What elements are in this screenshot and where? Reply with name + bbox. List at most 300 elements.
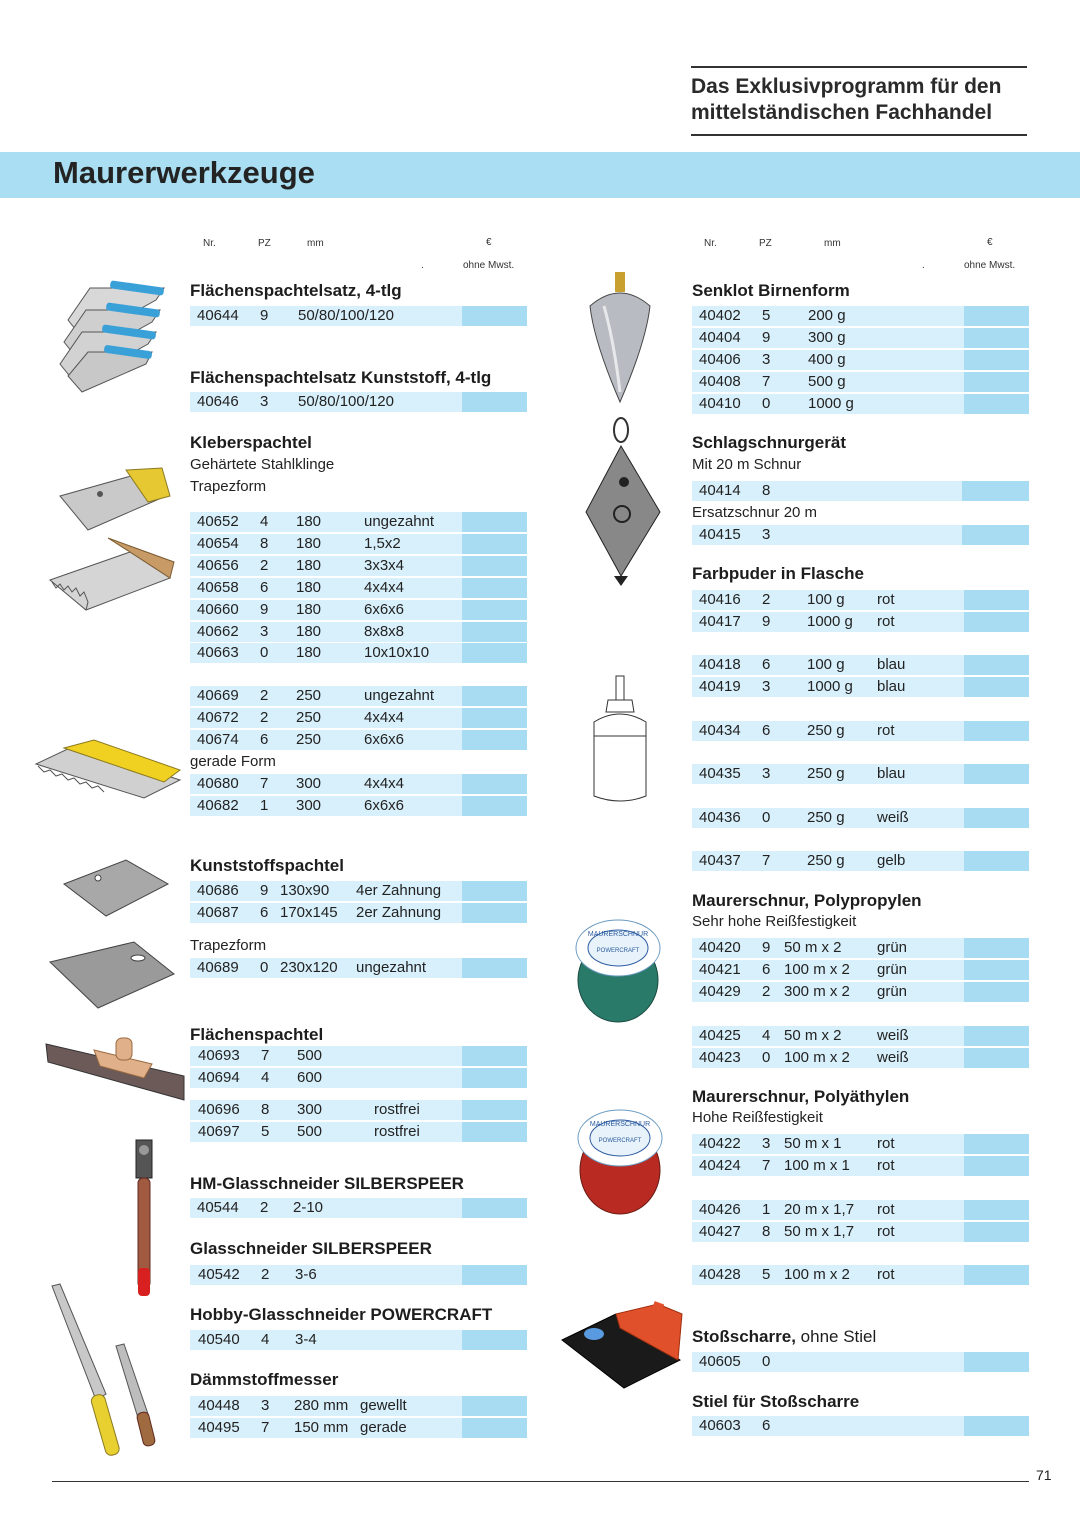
pz-digit: 3 [260,623,269,640]
table-row [692,1134,1029,1154]
pz-digit: 2 [261,1266,270,1283]
pz-digit: 6 [260,579,269,596]
spec: rot [877,1157,895,1174]
table-row [692,1026,1029,1046]
section-title: Flächenspachtelsatz, 4-tlg [190,281,402,300]
spec: rostfrei [374,1101,420,1118]
size: 500 g [808,373,846,390]
spec: 4x4x4 [364,579,405,596]
table-row [190,1330,527,1350]
pz-digit: 0 [260,644,269,661]
pz-digit: 9 [260,601,269,618]
price-cell [462,796,527,816]
title-thin: ohne Stiel [795,1327,877,1346]
table-row [190,1396,527,1416]
pz-digit: 9 [260,882,269,899]
pz-digit: 0 [762,809,771,826]
notched-trowel-illustration [50,532,175,612]
size: 180 [296,644,322,661]
table-row [692,1200,1029,1220]
price-cell [962,481,1029,501]
spec: blau [877,678,906,695]
article-number: 40689 [197,959,239,976]
pz-digit: 1 [260,797,269,814]
article-number: 40672 [197,709,239,726]
article-number: 40418 [699,656,741,673]
size: 50 m x 2 [784,939,842,956]
spec: 6x6x6 [364,731,405,748]
article-number: 40426 [699,1201,741,1218]
size: 20 m x 1,7 [784,1201,855,1218]
price-cell [964,982,1029,1002]
table-row [190,1265,527,1285]
article-number: 40427 [699,1223,741,1240]
size: 100 m x 2 [784,1049,850,1066]
pz-digit: 5 [261,1123,270,1140]
size: 250 [296,687,322,704]
price-cell [964,372,1029,392]
size: 50 m x 1 [784,1135,842,1152]
table-row [190,1418,527,1438]
price-cell [964,1222,1029,1242]
table-row [692,808,1029,828]
scraper-illustration [560,1300,686,1390]
size: 2-10 [293,1199,324,1216]
price-cell [964,808,1029,828]
pz-digit: 9 [762,939,771,956]
section-subtitle: gerade Form [190,753,276,770]
pz-digit: 9 [762,613,771,630]
price-cell [964,1200,1029,1220]
table-row [692,982,1029,1002]
article-number: 40421 [699,961,741,978]
col-mm: mm [307,238,324,249]
price-cell [962,525,1029,545]
table-row [692,350,1029,370]
pz-digit: 8 [762,1223,771,1240]
article-number: 40662 [197,623,239,640]
spec: rot [877,1135,895,1152]
pz-digit: 6 [260,904,269,921]
article-number: 40402 [699,307,741,324]
article-number: 40425 [699,1027,741,1044]
table-row [692,1048,1029,1068]
size: 300 [296,775,322,792]
article-number: 40404 [699,329,741,346]
size: 100 m x 2 [784,961,850,978]
table-row [692,677,1029,697]
spec: grün [877,983,908,1000]
price-cell [462,903,527,923]
pz-digit: 3 [762,765,771,782]
price-cell [964,306,1029,326]
article-number: 40686 [197,882,239,899]
size: 50 m x 2 [784,1027,842,1044]
powder-bottle-illustration [590,676,650,806]
table-row [190,534,527,554]
table-row [692,851,1029,871]
section-subtitle: Trapezform [190,478,267,495]
size: 250 g [807,722,845,739]
section-title: Farbpuder in Flasche [692,564,864,583]
spec: blau [877,765,906,782]
size: 150 mm [294,1419,349,1436]
article-number: 40663 [197,644,239,661]
col-dot: . [922,260,925,271]
price-cell [964,1352,1029,1372]
size: 180 [296,513,322,530]
size: 250 [296,731,322,748]
pz-digit: 6 [762,1417,771,1434]
spec: ungezahnt [356,959,427,976]
spec: 3x3x4 [364,557,405,574]
price-cell [964,612,1029,632]
section-title: Glasschneider SILBERSPEER [190,1239,432,1258]
table-row [692,1352,1029,1372]
wide-spatula-illustration [44,1036,184,1106]
article-number: 40696 [198,1101,240,1118]
pz-digit: 4 [261,1331,270,1348]
article-number: 40660 [197,601,239,618]
table-row [692,1156,1029,1176]
table-row [190,306,527,326]
size: 300 [296,797,322,814]
size: 180 [296,557,322,574]
spatula-set-illustration [60,280,170,390]
size: 180 [296,579,322,596]
pz-digit: 2 [260,709,269,726]
size: 100 m x 2 [784,1266,850,1283]
table-row [190,708,527,728]
pz-digit: 4 [762,1027,771,1044]
price-cell [462,1046,527,1066]
spec: rot [877,1266,895,1283]
price-cell [964,677,1029,697]
header-line-2: mittelständischen Fachhandel [691,101,993,124]
table-row [190,512,527,532]
header-line-1: Das Exklusivprogramm für den [691,75,1002,98]
price-cell [462,1330,527,1350]
table-row [692,612,1029,632]
spec: 10x10x10 [364,644,430,661]
glass-cutter-illustration [132,1140,158,1300]
spec: rot [877,1201,895,1218]
table-row [190,392,527,412]
table-row [692,525,1029,545]
pz-digit: 3 [762,351,771,368]
pz-digit: 3 [261,1397,270,1414]
spec: 4x4x4 [364,775,405,792]
size: 100 g [807,656,845,673]
price-cell [462,643,527,663]
price-cell [462,1068,527,1088]
pz-digit: 3 [762,1135,771,1152]
article-number: 40674 [197,731,239,748]
article-number: 40437 [699,852,741,869]
price-cell [462,708,527,728]
spec: 6x6x6 [364,601,405,618]
article-number: 40448 [198,1397,240,1414]
article-number: 40656 [197,557,239,574]
price-cell [964,1048,1029,1068]
article-number: 40680 [197,775,239,792]
article-number: 40420 [699,939,741,956]
table-row [190,1198,527,1218]
price-cell [462,686,527,706]
article-number: 40646 [197,393,239,410]
article-number: 40654 [197,535,239,552]
pz-digit: 7 [260,775,269,792]
table-row [190,958,527,978]
spec: rostfrei [374,1123,420,1140]
price-cell [964,960,1029,980]
table-row [190,903,527,923]
article-number: 40436 [699,809,741,826]
spec: ungezahnt [364,513,435,530]
article-number: 40428 [699,1266,741,1283]
table-row [190,796,527,816]
spec: 8x8x8 [364,623,405,640]
size: 50/80/100/120 [298,393,394,410]
article-number: 40408 [699,373,741,390]
spec: 1,5x2 [364,535,401,552]
price-cell [964,1416,1029,1436]
size: 250 [296,709,322,726]
pz-digit: 9 [260,307,269,324]
article-number: 40416 [699,591,741,608]
article-number: 40544 [197,1199,239,1216]
size: 180 [296,535,322,552]
size: 170x145 [280,904,338,921]
article-number: 40429 [699,983,741,1000]
article-number: 40415 [699,526,741,543]
price-cell [964,1156,1029,1176]
size: 400 g [808,351,846,368]
knife-illustration [50,1284,170,1464]
pz-digit: 2 [260,557,269,574]
pz-digit: 5 [762,307,771,324]
section-title: Senklot Birnenform [692,281,850,300]
price-cell [462,730,527,750]
table-row [692,1222,1029,1242]
pz-digit: 7 [261,1419,270,1436]
pz-digit: 7 [762,373,771,390]
chalk-line-illustration [584,416,664,588]
table-row [190,774,527,794]
price-cell [462,556,527,576]
price-cell [462,578,527,598]
size: 1000 g [807,678,853,695]
article-number: 40540 [198,1331,240,1348]
spec: 6x6x6 [364,797,405,814]
col-euro: € [987,237,993,248]
pz-digit: 6 [260,731,269,748]
size: 1000 g [807,613,853,630]
article-number: 40435 [699,765,741,782]
section-subtitle: Gehärtete Stahlklinge [190,456,335,473]
size: 250 g [807,765,845,782]
pz-digit: 3 [260,393,269,410]
pz-digit: 6 [762,656,771,673]
size: 100 g [807,591,845,608]
spec: grün [877,961,908,978]
pz-digit: 0 [260,959,269,976]
spec: rot [877,1223,895,1240]
price-cell [964,394,1029,414]
col-euro: € [486,237,492,248]
spool-brand: POWERCRAFT [598,1138,642,1144]
plastic-spatula-illustration [62,858,170,918]
price-cell [462,392,527,412]
article-number: 40419 [699,678,741,695]
price-cell [964,328,1029,348]
table-row [190,1068,527,1088]
col-dot: . [421,260,424,271]
section-subtitle: Mit 20 m Schnur [692,456,802,473]
price-cell [462,1122,527,1142]
article-number: 40605 [699,1353,741,1370]
pz-digit: 6 [762,722,771,739]
page-number: 71 [1036,1467,1052,1483]
size: 280 mm [294,1397,349,1414]
table-row [190,622,527,642]
article-number: 40414 [699,482,741,499]
table-row [692,764,1029,784]
spec: 2er Zahnung [356,904,442,921]
size: 500 [297,1047,323,1064]
section-title: Stiel für Stoßscharre [692,1392,860,1411]
pz-digit: 4 [260,513,269,530]
article-number: 40434 [699,722,741,739]
col-mm: mm [824,238,841,249]
page-title: Maurerwerkzeuge [53,155,315,190]
article-number: 40652 [197,513,239,530]
table-row [692,721,1029,741]
section-title: Dämmstoffmesser [190,1370,339,1389]
size: 130x90 [280,882,330,899]
pz-digit: 7 [261,1047,270,1064]
article-number: 40697 [198,1123,240,1140]
plumb-bob-illustration [584,272,656,404]
size: 1000 g [808,395,854,412]
header-box [691,66,1027,136]
price-cell [964,655,1029,675]
pz-digit: 6 [762,961,771,978]
table-row [692,590,1029,610]
kleberspachtel-illustration [58,466,170,536]
pz-digit: 3 [762,678,771,695]
table-row [190,1122,527,1142]
price-cell [964,350,1029,370]
table-row [190,686,527,706]
table-row [692,938,1029,958]
price-cell [462,600,527,620]
title-bold: Stoßscharre, [692,1327,796,1346]
spec: rot [877,591,895,608]
spec: weiß [877,1049,909,1066]
table-row [692,394,1029,414]
article-number: 40495 [198,1419,240,1436]
pz-digit: 8 [762,482,771,499]
spool-label: MAURERSCHNUR [589,1121,651,1128]
table-row [692,328,1029,348]
price-cell [964,1134,1029,1154]
price-cell [462,512,527,532]
price-cell [964,938,1029,958]
col-nr: Nr. [203,238,216,249]
spec: 4x4x4 [364,709,405,726]
table-row [190,578,527,598]
size: 3-4 [295,1331,317,1348]
table-row [692,372,1029,392]
col-ohne-mwst: ohne Mwst. [463,260,515,271]
table-row [190,881,527,901]
spec: gelb [877,852,906,869]
section-subtitle: Trapezform [190,937,267,954]
spool-brand: POWERCRAFT [596,948,640,954]
size: 180 [296,623,322,640]
pz-digit: 3 [762,526,771,543]
section-title: HM-Glasschneider SILBERSPEER [190,1174,464,1193]
table-row [692,655,1029,675]
section-subtitle: Sehr hohe Reißfestigkeit [692,913,857,930]
spec: 4er Zahnung [356,882,442,899]
footer-rule [52,1481,1029,1482]
size: 300 m x 2 [784,983,850,1000]
section-title: Schlagschnurgerät [692,433,846,452]
pz-digit: 2 [260,1199,269,1216]
article-number: 40422 [699,1135,741,1152]
pz-digit: 2 [762,591,771,608]
spec: rot [877,722,895,739]
price-cell [462,1265,527,1285]
price-cell [462,774,527,794]
article-number: 40682 [197,797,239,814]
article-number: 40658 [197,579,239,596]
table-row [692,1416,1029,1436]
price-cell [462,306,527,326]
article-number: 40603 [699,1417,741,1434]
spec: weiß [877,1027,909,1044]
article-number: 40424 [699,1157,741,1174]
pz-digit: 2 [260,687,269,704]
pz-digit: 8 [260,535,269,552]
size: 300 [297,1101,323,1118]
spec: weiß [877,809,909,826]
pz-digit: 5 [762,1266,771,1283]
article-number: 40542 [198,1266,240,1283]
section-title: Kleberspachtel [190,433,312,452]
price-cell [964,1026,1029,1046]
size: 500 [297,1123,323,1140]
table-row [692,481,1029,501]
section-title: Flächenspachtelsatz Kunststoff, 4-tlg [190,368,492,387]
table-row [190,643,527,663]
article-number: 40410 [699,395,741,412]
section-title: Maurerschnur, Polyäthylen [692,1087,910,1106]
col-ohne-mwst: ohne Mwst. [964,260,1016,271]
section-title: Flächenspachtel [190,1025,324,1044]
spec: ungezahnt [364,687,435,704]
price-cell [964,1265,1029,1285]
article-number: 40406 [699,351,741,368]
pz-digit: 7 [762,852,771,869]
price-cell [964,764,1029,784]
article-number: 40687 [197,904,239,921]
size: 300 g [808,329,846,346]
price-cell [462,1418,527,1438]
price-cell [462,534,527,554]
